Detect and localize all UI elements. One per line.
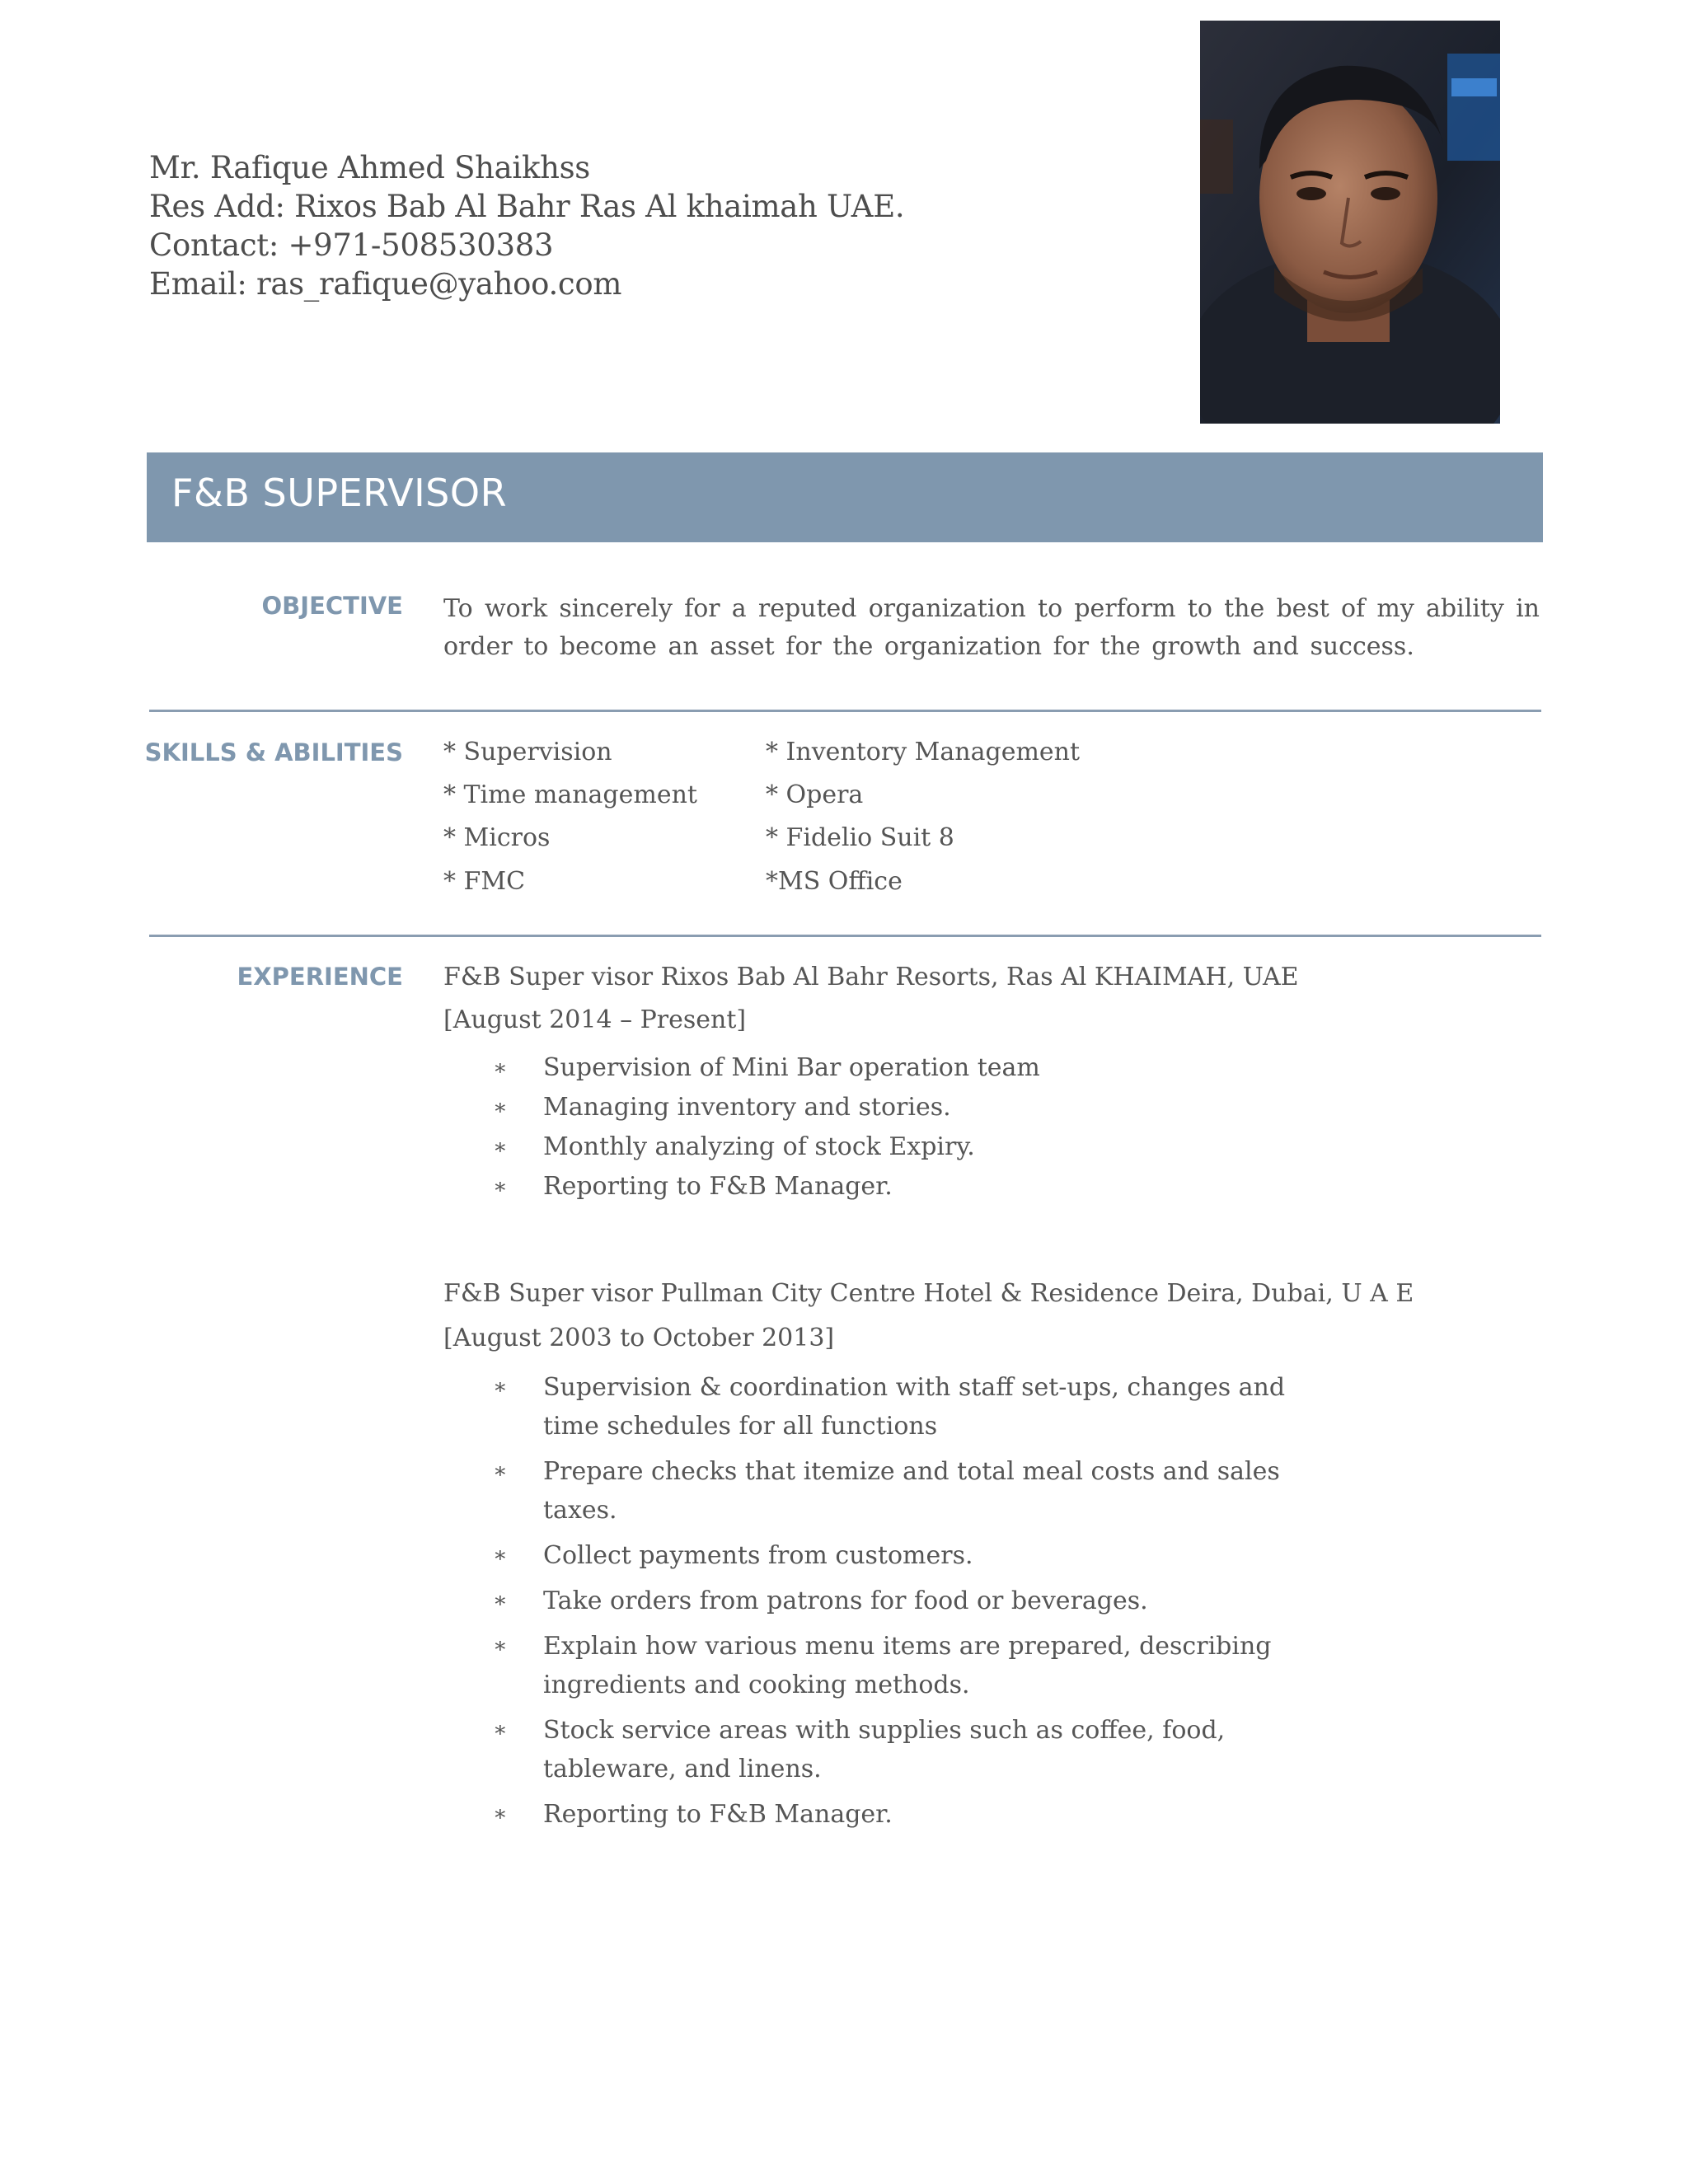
contact-phone: Contact: +971-508530383 [149, 227, 554, 263]
job-dates: [August 2003 to October 2013] [443, 1324, 835, 1352]
objective-label: OBJECTIVE [261, 592, 403, 620]
list-item: ∗ Prepare checks that itemize and total meal costs and sales taxes. [493, 1452, 1325, 1530]
bullet-icon: ∗ [493, 1633, 508, 1658]
job-heading: F&B Super visor Pullman City Centre Hotel & Residence Deira, Dubai, U A E [443, 1279, 1414, 1308]
bullet-icon: ∗ [493, 1095, 508, 1120]
job-title-banner [147, 452, 1543, 542]
job-heading: F&B Super visor Rixos Bab Al Bahr Resorts, Ras Al KHAIMAH, UAE [443, 963, 1299, 991]
list-item: ∗ Stock service areas with supplies such as coffee, food, tableware, and linens. [493, 1711, 1325, 1788]
list-item: ∗ Explain how various menu items are prepared, describing ingredients and cooking methods. [493, 1627, 1325, 1704]
banner-title: F&B SUPERVISOR [171, 471, 508, 515]
job-duties-list [493, 1048, 1317, 1207]
contact-block [149, 148, 904, 303]
list-item: ∗ Reporting to F&B Manager. [493, 1167, 1317, 1207]
section-divider [149, 710, 1541, 712]
job-duties-list [493, 1368, 1325, 1840]
list-item: ∗ Collect payments from customers. [493, 1536, 1325, 1575]
candidate-name: Mr. Rafique Ahmed Shaikhss [149, 150, 590, 185]
job-dates: [August 2014 – Present] [443, 1005, 747, 1034]
skill-item: * Time management [443, 780, 697, 809]
bullet-icon: ∗ [493, 1135, 508, 1160]
contact-email: Email: ras_rafique@yahoo.com [149, 266, 622, 302]
bullet-icon: ∗ [493, 1375, 508, 1399]
skill-item: * Micros [443, 823, 551, 852]
list-item: ∗ Supervision of Mini Bar operation team [493, 1048, 1317, 1088]
skill-item: * Supervision [443, 738, 612, 766]
bullet-icon: ∗ [493, 1174, 508, 1199]
bullet-icon: ∗ [493, 1459, 508, 1483]
bullet-icon: ∗ [493, 1543, 508, 1568]
skill-item: * Opera [766, 780, 864, 809]
skill-item: * FMC [443, 867, 526, 896]
list-item: ∗ Monthly analyzing of stock Expiry. [493, 1127, 1317, 1167]
list-item: ∗ Managing inventory and stories. [493, 1088, 1317, 1127]
skill-item: * Inventory Management [766, 738, 1081, 766]
bullet-icon: ∗ [493, 1802, 508, 1826]
skill-item: *MS Office [766, 867, 903, 896]
list-item: ∗ Reporting to F&B Manager. [493, 1795, 1325, 1834]
bullet-icon: ∗ [493, 1718, 508, 1742]
skill-item: * Fidelio Suit 8 [766, 823, 954, 852]
section-divider [149, 935, 1541, 937]
bullet-icon: ∗ [493, 1588, 508, 1613]
list-item: ∗ Take orders from patrons for food or beverages. [493, 1582, 1325, 1620]
residential-address: Res Add: Rixos Bab Al Bahr Ras Al khaimah UAE. [149, 189, 905, 224]
list-item: ∗ Supervision & coordination with staff set-ups, changes and time schedules for all functions [493, 1368, 1325, 1446]
objective-text: To work sincerely for a reputed organization to perform to the best of my ability in order to become an asset for the organization for the growth and success. [443, 594, 1540, 661]
experience-label: EXPERIENCE [237, 963, 403, 991]
bullet-icon: ∗ [493, 1056, 508, 1080]
skills-label: SKILLS & ABILITIES [144, 738, 403, 766]
profile-photo [1200, 21, 1500, 424]
